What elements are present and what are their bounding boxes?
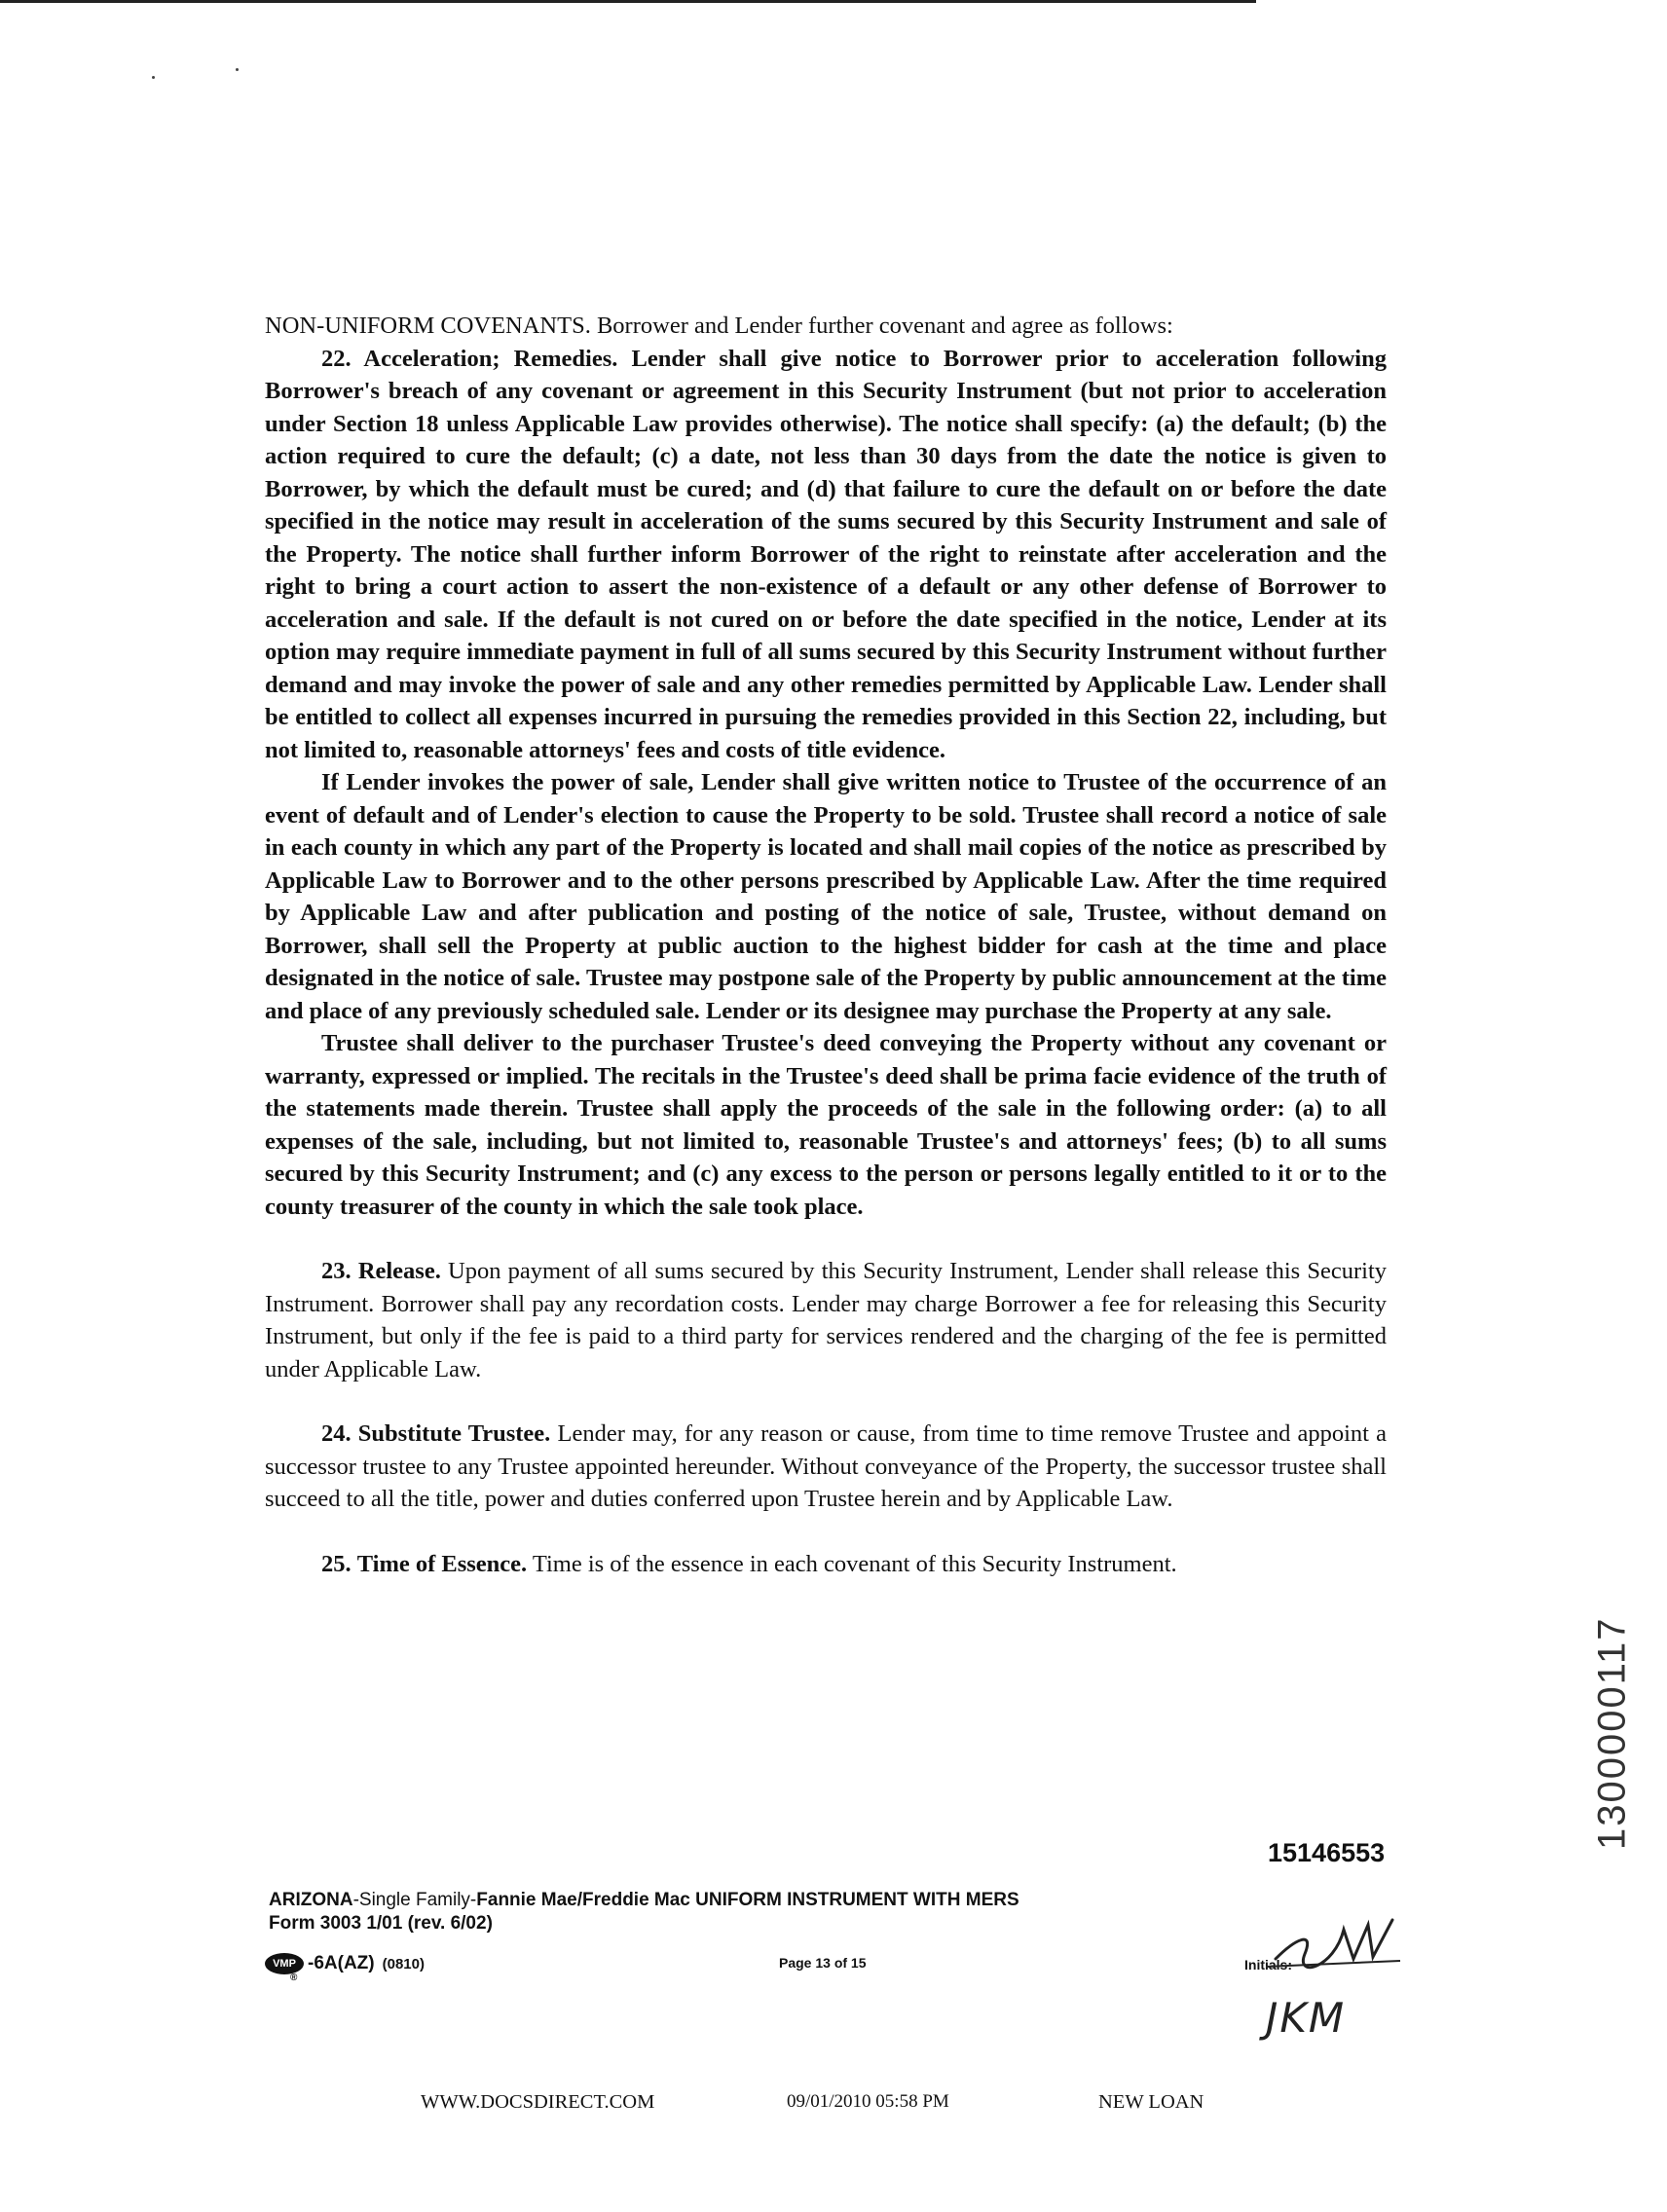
recording-stamp-number: 1300000117 — [1590, 1616, 1634, 1850]
form-instrument: Fannie Mae/Freddie Mac UNIFORM INSTRUMENT WITH MERS — [476, 1890, 1019, 1910]
section-22-text-1: Lender shall give notice to Borrower prior to acceleration following Borrower's breach of any covenant or agreement in this Security Instrument (but not prior to acceleration under Section 18 unless Applicable Law provides otherwise). The notice shall specify: (a) the default; (b) the action required to cure the default; (c) a date, not less than 30 days from the date the notice is given to Borrower, by which the default must be cured; and (d) that failure to cure the default on or before the date specified in the notice may result in acceleration of the sums secured by this Security Instrument and sale of the Property. The notice shall further inform Borrower of the right to reinstate after acceleration and the right to bring a court action to assert the non-existence of a default or any other defense of Borrower to acceleration and sale. If the default is not cured on or before the date specified in the notice, Lender at its option may require immediate payment in full of all sums secured by this Security Instrument without further demand and may invoke the power of sale and any other remedies permitted by Applicable Law. Lender shall be entitled to collect all expenses incurred in pursuing the remedies provided in this Section 22, including, but not limited to, reasonable attorneys' fees and costs of title evidence. — [265, 345, 1387, 763]
section-25-paragraph — [265, 1548, 1387, 1581]
section-22-paragraph-1 — [265, 343, 1387, 767]
registered-mark: ® — [290, 1972, 298, 1983]
vmp-logo-text: VMP — [273, 1958, 296, 1970]
form-type: -Single Family- — [352, 1890, 477, 1910]
form-state: ARIZONA — [269, 1890, 353, 1910]
handwritten-initials: JKM — [1266, 1994, 1347, 2042]
initials-signature-icon — [1266, 1910, 1402, 1978]
form-code: -6A(AZ) — [308, 1953, 375, 1973]
form-identifier — [269, 1889, 1019, 1936]
section-25-title: Time of Essence. — [356, 1550, 528, 1577]
section-23-paragraph — [265, 1255, 1387, 1385]
scan-speck — [236, 68, 239, 71]
form-title-line — [269, 1889, 1019, 1912]
scan-top-edge — [0, 0, 1256, 3]
footer-timestamp: 09/01/2010 05:58 PM — [787, 2091, 949, 2112]
document-body — [265, 310, 1387, 1580]
initials-label: Initials: — [1244, 1957, 1293, 1972]
form-number-line: Form 3003 1/01 (rev. 6/02) — [269, 1913, 493, 1934]
section-22-paragraph-2: If Lender invokes the power of sale, Lender shall give written notice to Trustee of the occurrence of an event of default and of Lender's election to cause the Property to be sold. Trustee shall record a notice of sale in each county in which any part of the Property is located and shall mail copies of the notice as prescribed by Applicable Law to Borrower and to the other persons prescribed by Applicable Law. After the time required by Applicable Law and after publication and posting of the notice of sale, Trustee, without demand on Borrower, shall sell the Property at public auction to the highest bidder for cash at the time and place designated in the notice of sale. Trustee may postpone sale of the Property by public announcement at the time and place of any previously scheduled sale. Lender or its designee may purchase the Property at any sale. — [265, 769, 1387, 1024]
section-24-paragraph — [265, 1418, 1387, 1516]
form-code-version: (0810) — [382, 1955, 425, 1972]
section-23-number: 23. — [321, 1258, 352, 1284]
section-23-title: Release. — [357, 1258, 441, 1284]
vmp-form-code — [265, 1947, 425, 1983]
page-number: Page 13 of 15 — [779, 1955, 867, 1971]
section-25-number: 25. — [321, 1550, 352, 1577]
section-24-text: Lender may, for any reason or cause, from time to time remove Trustee and appoint a successor trustee to any Trustee appointed hereunder. Without conveyance of the Property, the successor trustee shall succeed to all the title, power and duties conferred upon Trustee herein and by Applicable Law. — [265, 1420, 1388, 1512]
covenants-intro: NON-UNIFORM COVENANTS. Borrower and Lender further covenant and agree as follows: — [265, 313, 1173, 339]
loan-number: 15146553 — [1268, 1838, 1386, 1867]
scan-speck — [152, 76, 155, 79]
footer-loan-type: NEW LOAN — [1098, 2091, 1204, 2113]
section-22-title: Acceleration; Remedies. — [363, 345, 618, 372]
section-22-number: 22. — [321, 345, 352, 372]
footer-website: WWW.DOCSDIRECT.COM — [421, 2091, 655, 2113]
vmp-logo-icon — [265, 1953, 304, 1983]
section-22-paragraph-3: Trustee shall deliver to the purchaser Trustee's deed conveying the Property without any covenant or warranty, expressed or implied. The recitals in the Trustee's deed shall be prima facie evidence of the truth of the statements made therein. Trustee shall apply the proceeds of the sale in the following order: (a) to all expenses of the sale, including, but not limited to, reasonable Trustee's and attorneys' fees; (b) to all sums secured by this Security Instrument; and (c) any excess to the person or persons legally entitled to it or to the county treasurer of the county in which the sale took place. — [265, 1030, 1387, 1220]
section-23-text: Upon payment of all sums secured by this Security Instrument, Lender shall release this Security Instrument. Borrower shall pay any recordation costs. Lender may charge Borrower a fee for releasing this Security Instrument, but only if the fee is paid to a third party for services rendered and the charging of the fee is permitted under Applicable Law. — [265, 1258, 1388, 1382]
section-24-title: Substitute Trustee. — [357, 1420, 551, 1447]
section-25-text: Time is of the essence in each covenant of this Security Instrument. — [532, 1550, 1177, 1577]
section-24-number: 24. — [321, 1420, 352, 1447]
